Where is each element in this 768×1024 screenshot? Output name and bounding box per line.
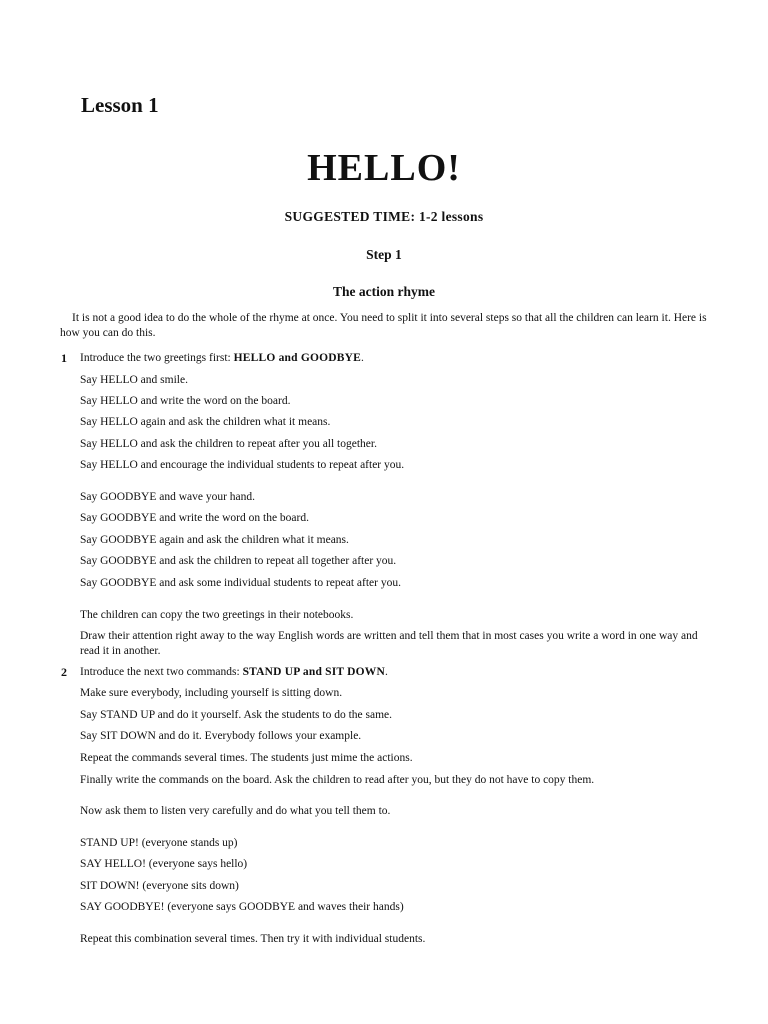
item1-lead: Introduce the two greetings first: <box>80 352 234 364</box>
hello-line: Say HELLO and write the word on the board. <box>80 395 291 407</box>
hello-line: Say HELLO and smile. <box>80 374 188 386</box>
section-heading: The action rhyme <box>333 284 435 299</box>
hello-line: Say HELLO and ask the children to repeat after you all together. <box>80 438 377 450</box>
rhyme-command: SAY GOODBYE! (everyone says GOODBYE and waves their hands) <box>80 901 404 913</box>
command-line: Say STAND UP and do it yourself. Ask the students to do the same. <box>80 709 393 721</box>
goodbye-line: Say GOODBYE and ask some individual students to repeat after you. <box>80 577 401 589</box>
item1-trail: . <box>361 352 364 364</box>
hello-line: Say HELLO and encourage the individual students to repeat after you. <box>80 459 405 471</box>
hello-line: Say HELLO again and ask the children what it means. <box>80 416 331 428</box>
item2-lead: Introduce the next two commands: <box>80 666 243 678</box>
command-line: Finally write the commands on the board. Ask the children to read after you, but they do not have to copy them. <box>80 774 595 786</box>
goodbye-line: Say GOODBYE and ask the children to repeat all together after you. <box>80 555 397 567</box>
command-line: Say SIT DOWN and do it. Everybody follows your example. <box>80 730 362 742</box>
suggested-time: SUGGESTED TIME: 1-2 lessons <box>284 209 484 224</box>
command-line: Make sure everybody, including yourself is sitting down. <box>80 687 343 699</box>
goodbye-line: Say GOODBYE and write the word on the board. <box>80 512 309 524</box>
page-title: HELLO! <box>307 147 461 189</box>
attention-note: Draw their attention right away to the way English words are written and tell them that in most cases you write a word in one way and read it in another. <box>80 630 698 657</box>
item2-emphasis: STAND UP and SIT DOWN <box>242 666 386 678</box>
item2-intro <box>80 665 388 680</box>
item-number-2: 2 <box>61 665 67 679</box>
goodbye-line: Say GOODBYE and wave your hand. <box>80 491 256 503</box>
lesson-label: Lesson 1 <box>81 93 159 117</box>
item-number-1: 1 <box>61 351 67 365</box>
item2-trail: . <box>385 666 388 678</box>
rhyme-command: STAND UP! (everyone stands up) <box>80 837 238 849</box>
goodbye-line: Say GOODBYE again and ask the children what it means. <box>80 534 349 546</box>
rhyme-command: SIT DOWN! (everyone sits down) <box>80 880 239 892</box>
item1-intro <box>80 351 364 366</box>
listen-note: Now ask them to listen very carefully and do what you tell them to. <box>80 805 391 817</box>
item1-emphasis: HELLO and GOODBYE <box>233 352 362 364</box>
copy-note: The children can copy the two greetings in their notebooks. <box>80 609 354 621</box>
rhyme-command: SAY HELLO! (everyone says hello) <box>80 858 248 870</box>
repeat-note: Repeat this combination several times. Then try it with individual students. <box>80 933 426 945</box>
step-heading: Step 1 <box>366 247 402 262</box>
intro-paragraph: It is not a good idea to do the whole of the rhyme at once. You need to split it into several steps so that all the children can learn it. Here is how you can do this. <box>60 312 707 339</box>
command-line: Repeat the commands several times. The students just mime the actions. <box>80 752 413 764</box>
